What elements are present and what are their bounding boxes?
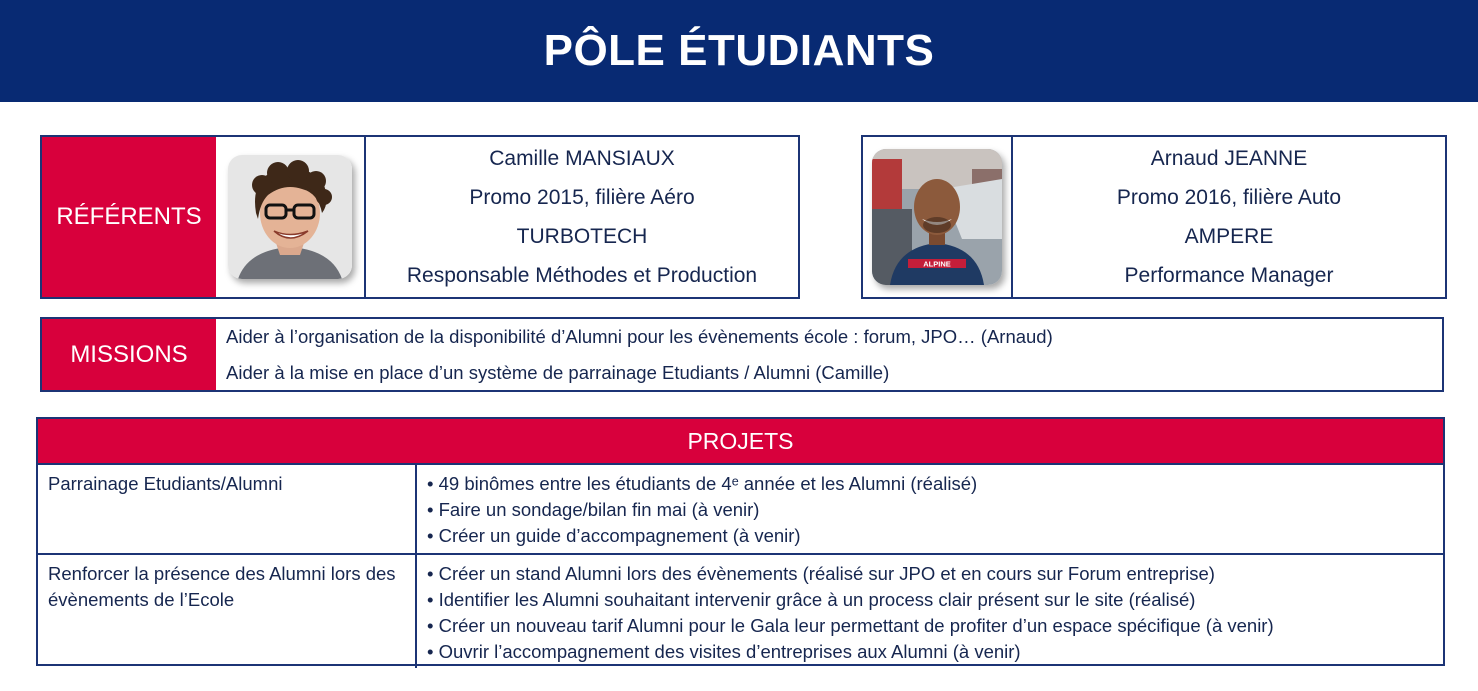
project-items [417, 465, 1443, 553]
shirt-logo-text: ALPINE [923, 259, 951, 269]
page-title: PÔLE ÉTUDIANTS [543, 26, 935, 75]
projects-table [36, 417, 1445, 666]
referent-name: Camille MANSIAUX [489, 146, 675, 170]
project-item: • 49 binômes entre les étudiants de 4ᵉ année et les Alumni (réalisé) [427, 473, 978, 494]
photo-cell-camille [216, 137, 366, 297]
referent-info-arnaud [1013, 137, 1445, 297]
project-item: • Créer un guide d’accompagnement (à venir) [427, 525, 801, 546]
referent-info-camille [366, 137, 798, 297]
mission-item: Aider à la mise en place d’un système de parrainage Etudiants / Alumni (Camille) [226, 361, 890, 383]
referent-role: Responsable Méthodes et Production [406, 263, 758, 287]
referent-card-arnaud [861, 135, 1447, 299]
project-item: • Créer un stand Alumni lors des évènements (réalisé sur JPO et en cours sur Forum entreprise) [427, 563, 1215, 584]
project-title: Parrainage Etudiants/Alumni [38, 465, 417, 553]
referent-promo: Promo 2016, filière Auto [1116, 185, 1342, 209]
missions-label: MISSIONS [42, 319, 216, 390]
referent-card-camille [40, 135, 800, 299]
project-row [38, 555, 1443, 668]
title-banner [0, 0, 1478, 102]
referent-promo: Promo 2015, filière Aéro [469, 185, 695, 209]
camille-photo [228, 155, 352, 279]
project-item: • Faire un sondage/bilan fin mai (à venir) [427, 499, 760, 520]
referent-company: TURBOTECH [516, 224, 648, 248]
mission-item: Aider à l’organisation de la disponibilité d’Alumni pour les évènements école : forum, JPO… (Arnaud) [226, 325, 1053, 347]
referent-role: Performance Manager [1124, 263, 1334, 287]
referent-name: Arnaud JEANNE [1150, 146, 1308, 170]
projects-header: PROJETS [38, 419, 1443, 465]
photo-cell-arnaud [863, 137, 1013, 297]
project-items [417, 555, 1443, 668]
project-row [38, 465, 1443, 555]
missions-list [216, 319, 1442, 390]
arnaud-photo [872, 149, 1002, 285]
project-item: • Créer un nouveau tarif Alumni pour le Gala leur permettant de profiter d’un espace spécifique (à venir) [427, 615, 1274, 636]
referents-label: RÉFÉRENTS [42, 137, 216, 297]
project-item: • Identifier les Alumni souhaitant intervenir grâce à un process clair présent sur le site (réalisé) [427, 589, 1196, 610]
project-title: Renforcer la présence des Alumni lors des évènements de l’Ecole [38, 555, 417, 668]
referent-company: AMPERE [1184, 224, 1274, 248]
project-item: • Ouvrir l’accompagnement des visites d’entreprises aux Alumni (à venir) [427, 641, 1021, 662]
missions-box [40, 317, 1444, 392]
